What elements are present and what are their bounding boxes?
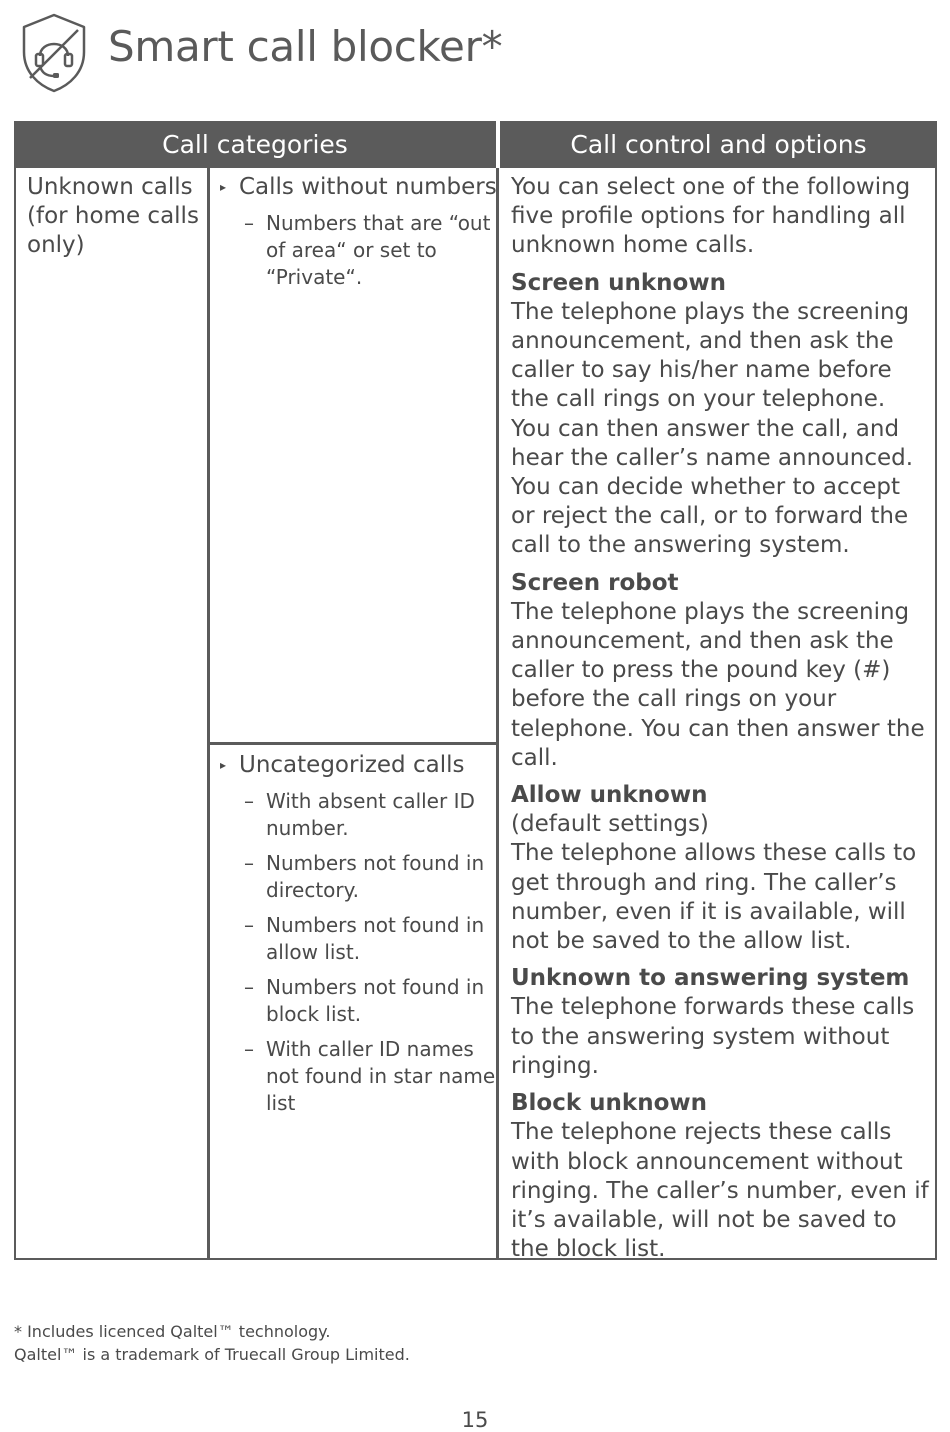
option-title: Screen unknown [511, 269, 726, 296]
list-item-text: With caller ID names not found in star name list [266, 1037, 496, 1115]
option-unknown-to-answering-system [511, 964, 929, 1081]
subcategory-heading [218, 173, 496, 202]
option-text: The telephone allows these calls to get through and ring. The caller’s number, even if it is available, will not be saved to the allow list. [511, 840, 917, 955]
list-item [218, 788, 496, 842]
list-item-text: Numbers not found in block list. [266, 975, 485, 1026]
dash-bullet-icon: – [244, 851, 254, 875]
page-header [18, 12, 90, 94]
list-item [218, 210, 496, 291]
option-block-unknown [511, 1089, 929, 1264]
option-screen-robot [511, 569, 929, 773]
list-item-text: Numbers not found in allow list. [266, 913, 485, 964]
option-text: The telephone plays the screening announcement, and then ask the caller to say his/her name before the call rings on your telephone. You can then answer the call, and hear the caller’s name announced. You can decide whether to accept or reject the call, or to forward the call to the answering system. [511, 298, 914, 559]
list-item-text: With absent caller ID number. [266, 789, 475, 840]
list-item [218, 912, 496, 966]
option-allow-unknown [511, 781, 929, 956]
column-divider-2 [496, 168, 499, 1260]
subcategory-divider [207, 742, 499, 745]
list-item [218, 1036, 496, 1117]
subcategory-calls-without-numbers [218, 173, 496, 291]
footnote-1: * Includes licenced Qaltel™ technology. [14, 1322, 331, 1341]
list-item [218, 974, 496, 1028]
triangle-bullet-icon: ▸ [220, 758, 227, 772]
list-item [218, 850, 496, 904]
list-item-text: Numbers that are “out of area“ or set to “Private“. [266, 211, 491, 289]
dash-bullet-icon: – [244, 211, 254, 235]
option-title: Block unknown [511, 1090, 707, 1117]
list-item-text: Numbers not found in directory. [266, 851, 485, 902]
shield-headset-blocked-icon [18, 12, 90, 94]
subcategory-items [218, 788, 496, 1117]
subcategory-title: Calls without numbers [239, 174, 497, 200]
footnote-2: Qaltel™ is a trademark of Truecall Group Limited. [14, 1345, 410, 1364]
option-note: (default settings) [511, 811, 709, 838]
category-name: Unknown calls (for home calls only) [27, 174, 199, 258]
option-text: The telephone rejects these calls with block announcement without ringing. The caller’s number, even if it’s available, will not be saved to the block list. [511, 1119, 929, 1263]
option-screen-unknown [511, 269, 929, 561]
column-divider-1 [207, 168, 210, 1260]
call-categories-table [14, 121, 937, 1262]
option-title: Unknown to answering system [511, 965, 910, 992]
page-number: 15 [461, 1408, 489, 1432]
dash-bullet-icon: – [244, 975, 254, 999]
triangle-bullet-icon: ▸ [220, 180, 227, 194]
dash-bullet-icon: – [244, 789, 254, 813]
column-header-call-control: Call control and options [500, 121, 937, 168]
subcategory-title: Uncategorized calls [239, 752, 465, 778]
call-control-options [511, 173, 929, 1272]
subcategory-uncategorized-calls [218, 751, 496, 1117]
option-text: The telephone plays the screening announcement, and then ask the caller to press the pound key (#) before the call rings on your telephone. You can then answer the call. [511, 598, 925, 771]
column-header-call-categories: Call categories [14, 121, 496, 168]
options-intro: You can select one of the following five profile options for handling all unknown home calls. [511, 174, 911, 259]
dash-bullet-icon: – [244, 913, 254, 937]
page-title: Smart call blocker* [108, 22, 503, 71]
option-text: The telephone forwards these calls to the answering system without ringing. [511, 994, 915, 1079]
subcategory-heading [218, 751, 496, 780]
option-title: Screen robot [511, 569, 679, 596]
dash-bullet-icon: – [244, 1037, 254, 1061]
subcategory-items [218, 210, 496, 291]
footnotes [14, 1320, 410, 1366]
option-title: Allow unknown [511, 782, 708, 809]
